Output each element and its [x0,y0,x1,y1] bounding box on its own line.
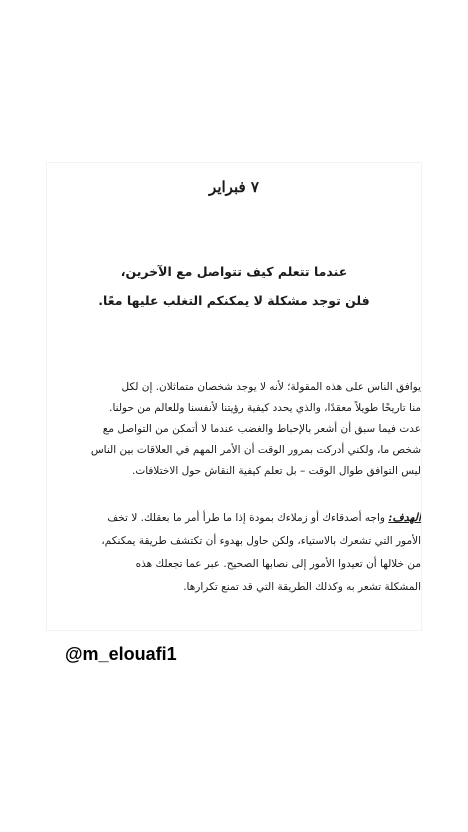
goal-line-text: واجه أصدقاءك أو زملاءك بمودة إذا ما طرأ أمر ما بعقلك. لا تخف [107,512,385,524]
username-sticker[interactable]: @m_elouafi1 [61,641,181,667]
goal-section [51,506,421,599]
goal-line: المشكلة تشعر به وكذلك الطريقة التي قد تمنع تكرارها. [183,581,421,593]
paragraph-line: عدت فيما سبق أن أشعر بالإحباط والغضب عندما لا أتمكن من التواصل مع [102,423,421,435]
paragraph-line: شخص ما، ولكني أدركت بمرور الوقت أن الأمر المهم في العلاقات بين الناس [90,444,421,456]
body-paragraph [51,377,421,482]
goal-line: الأمور التي تشعرك بالاستياء، ولكن حاول بهدوء أن تكتشف طريقة يمكنكم، [101,535,421,547]
goal-line: من خلالها أن تعيدوا الأمور إلى نصابها الصحيح. عبر عما تجعلك هذه [135,558,421,570]
quote-block [61,257,407,315]
paragraph-line: منا تاريخًا طويلاً معقدًا، والذي يحدد كيفية رؤيتنا لأنفسنا وللعالم من حولنا. [109,402,421,414]
quote-line-2: فلن توجد مشكلة لا يمكنكم التغلب عليها معًا. [98,293,370,308]
paragraph-line: يوافق الناس على هذه المقولة؛ لأنه لا يوجد شخصان متماثلان. إن لكل [121,381,421,393]
goal-label: الهدف: [388,511,421,524]
page-date: ٧ فبراير [209,178,259,196]
goal-line [51,506,421,530]
quote-line-1: عندما تتعلم كيف تتواصل مع الآخرين، [120,264,348,279]
book-page [47,163,421,630]
paragraph-line: ليس التوافق طوال الوقت – بل تعلم كيفية النقاش حول الاختلافات. [131,465,421,477]
